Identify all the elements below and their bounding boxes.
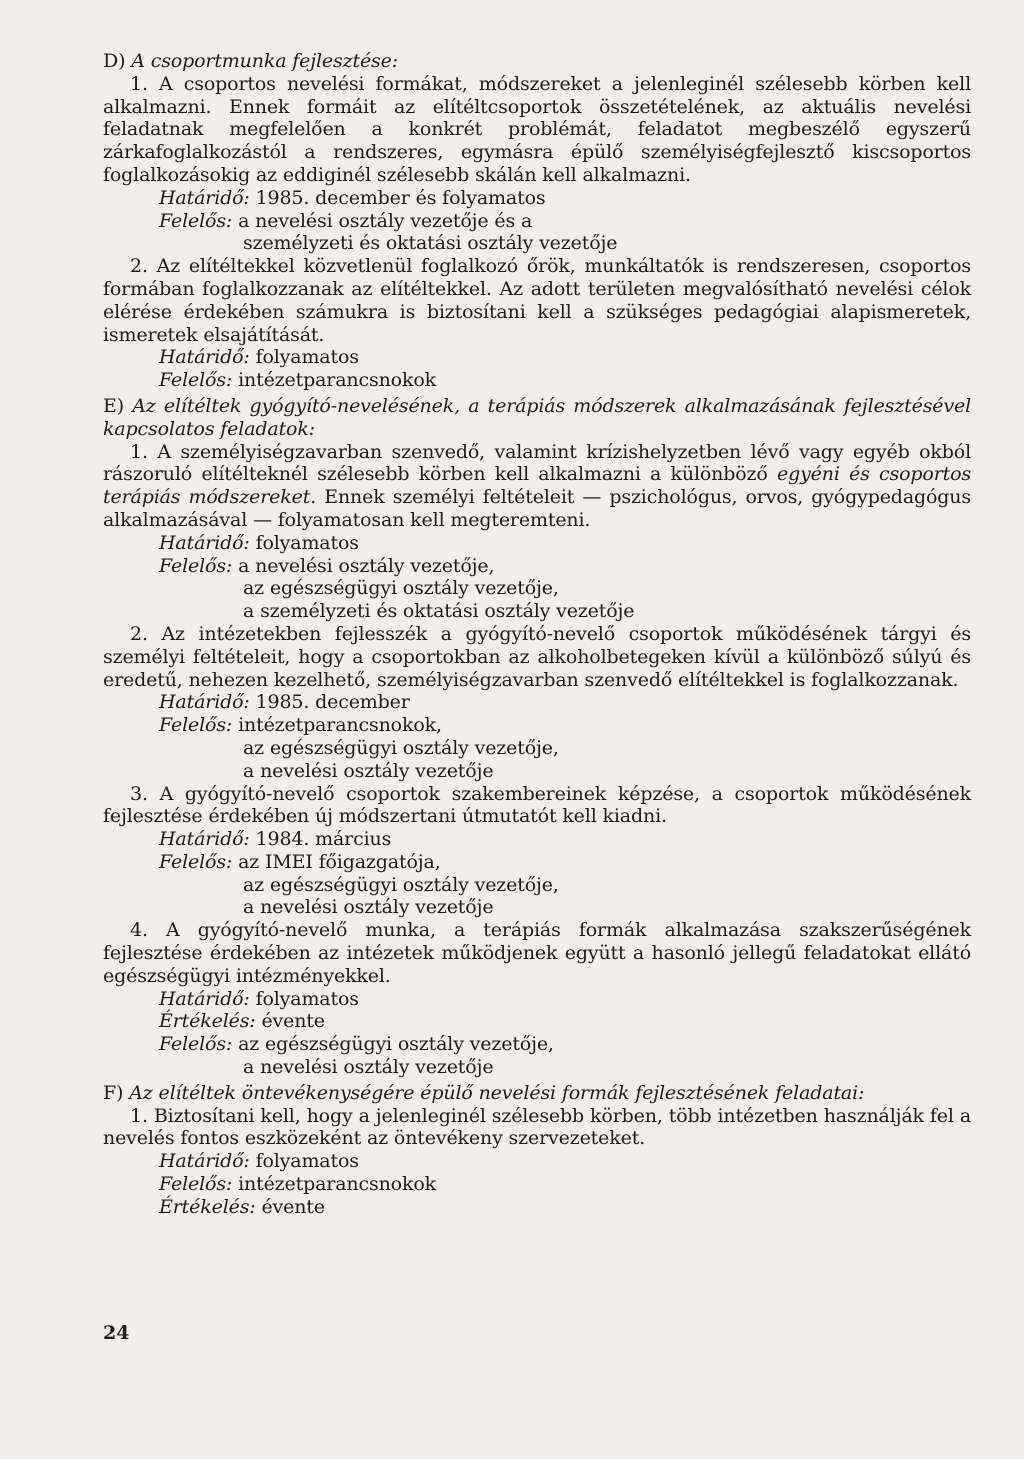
responsible: Felelős: intézetparancsnokok [159,369,436,392]
page-content [103,50,971,1219]
responsible-cont: az egészségügyi osztály vezetője, [243,736,559,759]
section-e-item-4-meta [103,988,971,1079]
section-letter: F) [103,1081,124,1104]
section-d-item-1-meta [103,187,971,255]
section-e-item-4: 4. A gyógyító-nevelő munka, a terápiás formák alkalmazása szakszerűségének fejlesztése érdekében az intézetek működjenek együtt a hasonló jellegű feladatokat ellátó egészségügyi intézményekkel. [103,919,972,987]
deadline: Határidő: 1984. március [159,828,392,851]
section-letter: D) [103,50,126,72]
page-number: 24 [103,1322,130,1344]
evaluation: Értékelés: évente [159,1010,325,1033]
section-f-heading [103,1082,971,1105]
responsible-cont: a személyzeti és oktatási osztály vezetője [243,600,635,623]
section-e-item-2: 2. Az intézetekben fejlesszék a gyógyító-nevelő csoportok működésének tárgyi és személyi feltételeit, hogy a csoportokban az alkoholbetegeken kívül a különböző súlyú és eredetű, nehezen kezelhető, személyiségzavarban szenvedő elítéltekkel is foglalkozzanak. [103,622,971,691]
section-letter: E) [103,394,124,417]
responsible-cont: a nevelési osztály vezetője [243,1056,494,1079]
deadline: Határidő: folyamatos [159,346,359,369]
responsible: Felelős: az egészségügyi osztály vezetője, [159,1033,554,1056]
section-f-item-1: 1. Biztosítani kell, hogy a jelenleginél szélesebb körben, több intézetben használják fel a nevelés fontos eszközeként az öntevékeny szervezeteket. [103,1104,971,1150]
deadline: Határidő: 1985. december és folyamatos [159,186,546,209]
deadline: Határidő: 1985. december [159,691,410,714]
section-e-item-2-meta [103,691,971,782]
section-d-item-2: 2. Az elítéltekkel közvetlenül foglalkozó őrök, munkáltatók is rendszeresen, csoportos formában foglalkozzanak az elítéltekkel. Az adott területen megvalósítható nevelési célok elérése érdekében számukra is biztosítani kell a szükséges pedagógiai alapismeretek, ismeretek elsajátítását. [103,255,972,346]
responsible: Felelős: az IMEI főigazgatója, [159,850,441,873]
section-title: A csoportmunka fejlesztése: [131,50,399,72]
section-d-item-2-meta [103,346,971,392]
section-title: Az elítéltek öntevékenységére épülő nevelési formák fejlesztésének feladatai: [129,1081,865,1104]
deadline: Határidő: folyamatos [159,531,359,554]
responsible-cont: a nevelési osztály vezetője [243,759,494,782]
responsible: Felelős: intézetparancsnokok, [159,714,442,737]
responsible-cont: személyzeti és oktatási osztály vezetője [243,232,618,255]
section-e-heading [103,395,971,441]
responsible-cont: az egészségügyi osztály vezetője, [243,577,559,600]
responsible-cont: az egészségügyi osztály vezetője, [243,873,559,896]
section-e-item-1: 1. A személyiségzavarban szenvedő, valamint krízishelyzetben lévő vagy egyéb okból rászoruló elítélteknél szélesebb körben kell alkalmazni a különböző egyéni és csoportos terápiás módszereket. Ennek személyi feltételeit — pszichológus, orvos, gyógypedagógus alkalmazásával — folyamatosan kell megteremteni. [103,440,971,531]
section-d-item-1: 1. A csoportos nevelési formákat, módszereket a jelenleginél szélesebb körben kell alkalmazni. Ennek formáit az elítéltcsoportok összetételének, az aktuális nevelési feladatnak megfelelően a konkrét problémát, feladatot megbeszélő egyszerű zárkafoglalkozástól a rendszeres, egymásra épülő személyiségfejlesztő kiscsoportos foglalkozásokig az eddiginél szélesebb skálán kell alkalmazni. [103,72,971,186]
deadline: Határidő: folyamatos [159,1150,359,1173]
deadline: Határidő: folyamatos [159,987,359,1010]
responsible-cont: a nevelési osztály vezetője [243,896,494,919]
responsible: Felelős: a nevelési osztály vezetője, [159,554,495,577]
responsible: Felelős: a nevelési osztály vezetője és a [159,209,533,232]
section-e-item-3: 3. A gyógyító-nevelő csoportok szakembereinek képzése, a csoportok működésének fejlesztése érdekében új módszertani útmutatót kell kiadni. [103,782,971,828]
section-e-item-1-meta [103,532,971,623]
section-e-item-3-meta [103,828,971,919]
section-d-heading [103,50,971,73]
section-title: Az elítéltek gyógyító-nevelésének, a terápiás módszerek alkalmazásának fejlesztésével kapcsolatos feladatok: [103,394,972,440]
section-f-item-1-meta [103,1150,971,1218]
responsible: Felelős: intézetparancsnokok [159,1173,436,1196]
evaluation: Értékelés: évente [159,1195,325,1218]
